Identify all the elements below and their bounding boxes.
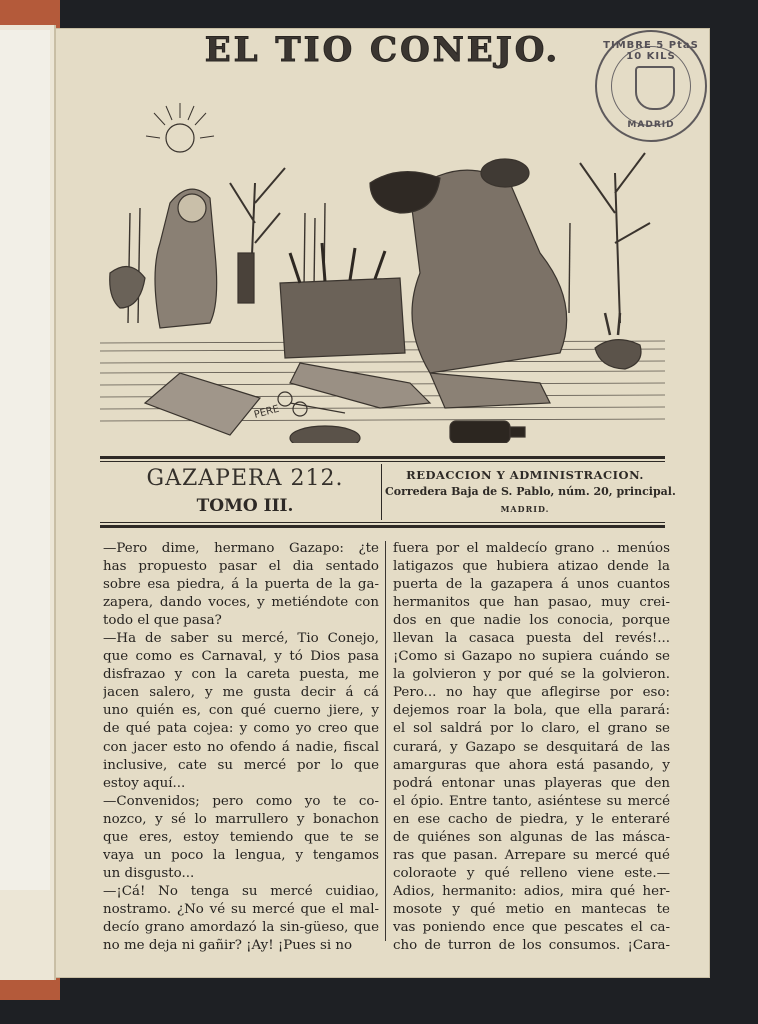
text-line: dejemos roar la bola, que ella parará: — [393, 703, 670, 719]
text-line: ras que pasan. Arrepare su mercé qué — [393, 847, 670, 863]
text-line: el sol saldrá por lo claro, el grano se — [393, 721, 670, 737]
text-line: cho de turron de los consumos. ¡Cara- — [393, 938, 670, 954]
text-line: Adios, hermanito: adios, mira qué her- — [393, 883, 670, 899]
newspaper-page — [55, 28, 710, 978]
text-column-right — [393, 540, 670, 955]
sun-icon — [166, 124, 194, 152]
text-line: disfrazao y con la careta puesta, me — [103, 667, 379, 683]
text-line: —Convenidos; pero como yo te co- — [103, 793, 379, 809]
sack-label: PERE — [252, 403, 281, 421]
masthead-title: EL TIO CONEJO. — [204, 30, 561, 70]
text-line: inclusive, cate su mercé por lo que — [103, 757, 379, 773]
text-line: la golvieron y por qué se la golvieron. — [393, 667, 670, 683]
text-line: podrá entonar unas playeras que den — [393, 775, 670, 791]
text-line: de quiénes son algunas de las másca- — [393, 829, 670, 845]
text-line: Pero... no hay que aflegirse por eso: — [393, 685, 670, 701]
text-line: uno quién es, con qué cuerno jiere, y — [103, 703, 379, 719]
text-line: ¡Como si Gazapo no supiera cuándo se — [393, 649, 670, 665]
text-line: vas poniendo ence que pescates el ca- — [393, 919, 670, 935]
text-line: amarguras que ahora está pasando, y — [393, 757, 670, 773]
text-line: en ese cacho de piedra, y le enteraré — [393, 811, 670, 827]
text-line: no me deja ni gañir? ¡Ay! ¡Pues si no — [103, 938, 353, 954]
text-line: coloraote y qué relleno viene este.— — [393, 865, 670, 881]
issue-number: GAZAPERA 212. — [146, 466, 344, 491]
office-title: REDACCION Y ADMINISTRACION. — [406, 468, 644, 482]
engraving-illustration — [100, 73, 665, 443]
text-line: curará, y Gazapo se desquitará de las — [393, 739, 670, 755]
text-line: que como es Carnaval, y tó Dios pasa — [103, 649, 379, 665]
text-line: que eres, estoy temiendo que te se — [103, 829, 379, 845]
text-line: un disgusto... — [103, 865, 195, 881]
text-line: nostramo. ¿No vé su mercé que el mal- — [103, 901, 379, 917]
text-line: —¡Cá! No tenga su mercé cuidiao, — [103, 883, 379, 899]
text-line: fuera por el maldecío grano .. menúos — [393, 541, 670, 556]
text-line: sobre esa piedra, á la puerta de la ga- — [103, 577, 379, 593]
text-line: has propuesto pasar el dia sentado — [103, 559, 379, 575]
text-line: puerta de la gazapera á unos cuantos — [393, 577, 670, 593]
text-line: hermanitos que han pasao, muy crei- — [393, 595, 670, 611]
header-divider — [381, 464, 382, 520]
text-line: con jacer esto no ofendo á nadie, fiscal — [103, 739, 379, 755]
stamp-bottom-text: MADRID — [627, 120, 675, 130]
header-rule-top — [100, 456, 665, 459]
text-line: zapera, dando voces, y metiéndote con — [103, 595, 379, 611]
header-rule-bottom — [100, 525, 665, 528]
text-line: vaya un poco la lengua, y tengamos — [103, 847, 379, 863]
text-column-left — [103, 540, 379, 955]
column-divider — [385, 541, 386, 941]
text-line: estoy aquí... — [103, 775, 186, 791]
text-line: jacen salero, y me gusta decir á cá — [103, 685, 379, 701]
text-line: dos en que nadie los conocia, porque — [393, 613, 670, 629]
header-rule-top-thin — [100, 461, 665, 462]
text-line: —Ha de saber su mercé, Tio Conejo, — [103, 631, 379, 647]
text-line: nozco, y sé lo marrullero y bonachon — [103, 811, 379, 827]
stamp-top-text: TIMBRE 5 PtaS 10 KILS — [603, 40, 699, 62]
text-line: de qué pata cojea: y como yo creo que — [103, 721, 379, 737]
text-line: mosote y qué metio en mantecas te — [393, 901, 670, 917]
text-line: —Pero dime, hermano Gazapo: ¿te — [103, 541, 379, 556]
office-address: Corredera Baja de S. Pablo, núm. 20, principal. — [385, 485, 676, 498]
text-line: latigazos que hubiera atizao dende la — [393, 559, 670, 575]
volume-number: TOMO III. — [196, 496, 294, 516]
text-line: el ópio. Entre tanto, asiéntese su mercé — [393, 793, 670, 809]
header-rule-bottom-thin — [100, 522, 665, 523]
text-line: decío grano amordazó la sin-güeso, que — [103, 919, 379, 935]
office-city: MADRID. — [500, 504, 550, 514]
text-line: llevan la casaca puesta del revés!... — [393, 631, 670, 647]
text-line: todo el que pasa? — [103, 613, 222, 629]
facing-leaf-edge — [0, 30, 50, 890]
